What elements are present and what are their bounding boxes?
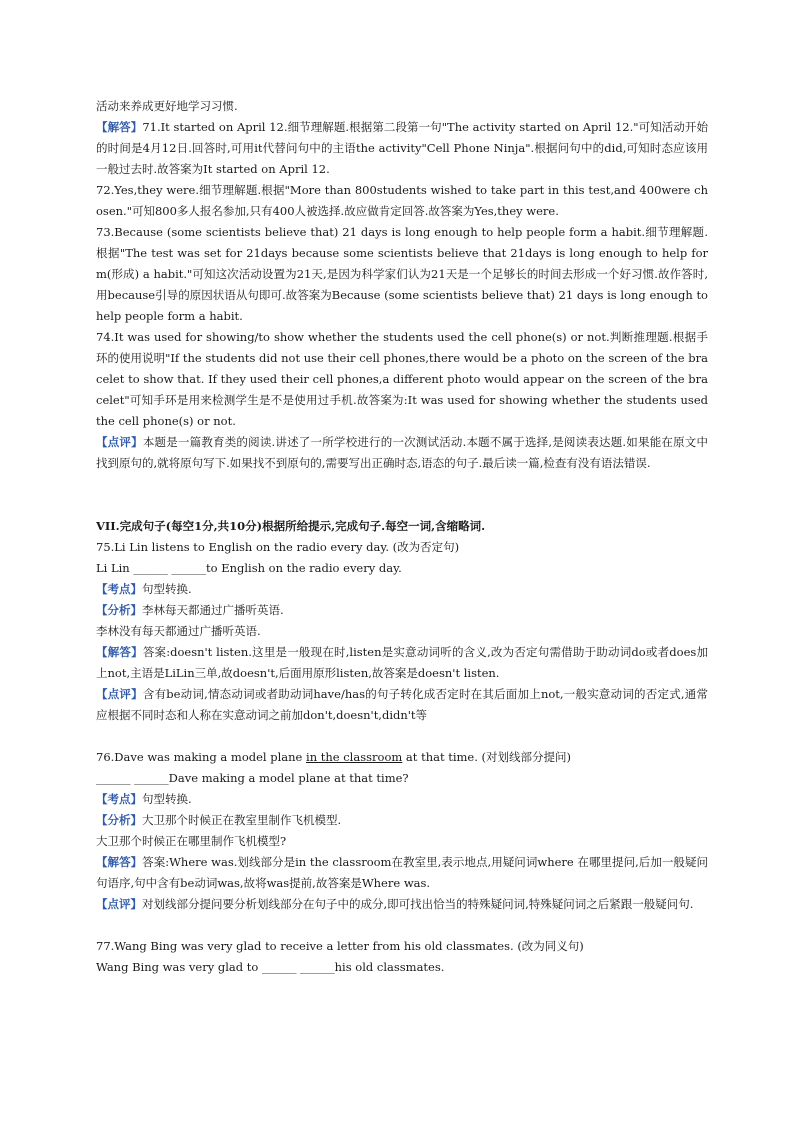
q76-kaodian: 【考点】句型转换. (96, 792, 192, 806)
answer-71: 【解答】71.It started on April 12.细节理解题.根据第二段第一句"The activity started on April 12."可知活动开始的时间是4月12日.回答时,可用it代替问句中的主语the activity"Cell Phone Ninja".根据问句中的did,可知时态应该用一般过去时.故答案为It started on April 12. (96, 120, 709, 176)
question-75: 75.Li Lin listens to English on the radio every day. (改为否定句) (96, 540, 460, 554)
answer-72: 72.Yes,they were.细节理解题.根据"More than 800students wished to take part in this test,and 400were chosen."可知800多人报名参加,只有400人被选择.故应做肯定回答.故答案为Yes,they were. (96, 183, 708, 218)
review-paragraph: 【点评】本题是一篇教育类的阅读.讲述了一所学校进行的一次测试活动.本题不属于选择,是阅读表达题.如果能在原文中找到原句的,就将原句写下.如果找不到原句的,需要写出正确时态,语态的句子.最后读一篇,检查有没有语法错误. (96, 435, 708, 470)
question-75-blank: Li Lin ______ ______to English on the radio every day. (96, 561, 402, 575)
q76-jieda: 【解答】答案:Where was.划线部分是in the classroom在教室里,表示地点,用疑问词where 在哪里提问,后加一般疑问句语序,句中含有be动词was,故将was提前,故答案是Where was. (96, 855, 708, 890)
answer-74: 74.It was used for showing/to show whether the students used the cell phone(s) or not.判断推理题.根据手环的使用说明"If the students did not use their cell phones,there would be a photo on the screen of the bracelet to show that. If they used their cell phones,a different photo would appear on the screen of the bracelet"可知手环是用来检测学生是不是使用过手机.故答案为:It was used for showing whether the students used the cell phone(s) or not. (96, 330, 708, 428)
answer-73: 73.Because (some scientists believe that) 21 days is long enough to help people form a habit.细节理解题.根据"The test was set for 21days because some scientists believe that 21days is long enough to help form(形成) a habit."可知这次活动设置为21天,是因为科学家们认为21天是一个足够长的时间去形成一个好习惯.故作答时,用because引导的原因状语从句即可.故答案为Because (some scientists believe that) 21 days is long enough to help people form a habit. (96, 225, 708, 323)
q76-dianping: 【点评】对划线部分提问要分析划线部分在句子中的成分,即可找出恰当的特殊疑问词,特殊疑问词之后紧跟一般疑问句. (96, 897, 694, 911)
review-tag: 【点评】 (96, 435, 143, 449)
q75-fenxi: 【分析】李林每天都通过广播听英语. (96, 603, 284, 617)
q75-fenxi-2: 李林没有每天都通过广播听英语. (96, 624, 261, 638)
question-76: 76.Dave was making a model plane in the classroom at that time. (对划线部分提问) (96, 750, 572, 764)
question-76-blank: ______ ______Dave making a model plane at that time? (96, 771, 409, 785)
q75-kaodian: 【考点】句型转换. (96, 582, 192, 596)
answer-tag: 【解答】 (96, 120, 143, 134)
question-77-blank: Wang Bing was very glad to ______ ______his old classmates. (96, 960, 445, 974)
intro-line: 活动来养成更好地学习习惯. (96, 99, 238, 113)
q75-jieda: 【解答】答案:doesn't listen.这里是一般现在时,listen是实意动词听的含义,改为否定句需借助于助动词do或者does加上not,主语是LiLin三单,故doesn't,后面用原形listen,故答案是doesn't listen. (96, 645, 708, 680)
document-page (96, 96, 708, 978)
q76-fenxi: 【分析】大卫那个时候正在教室里制作飞机模型. (96, 813, 342, 827)
q76-fenxi-2: 大卫那个时候正在哪里制作飞机模型? (96, 834, 287, 848)
q75-dianping: 【点评】含有be动词,情态动词或者助动词have/has的句子转化成否定时在其后面加上not,一般实意动词的否定式,通常应根据不同时态和人称在实意动词之前加don't,doesn't,didn't等 (96, 687, 708, 722)
underlined-phrase: in the classroom (306, 750, 403, 764)
section-heading: VII.完成句子(每空1分,共10分)根据所给提示,完成句子.每空一词,含缩略词. (96, 519, 486, 533)
question-77: 77.Wang Bing was very glad to receive a letter from his old classmates. (改为同义句) (96, 939, 584, 953)
